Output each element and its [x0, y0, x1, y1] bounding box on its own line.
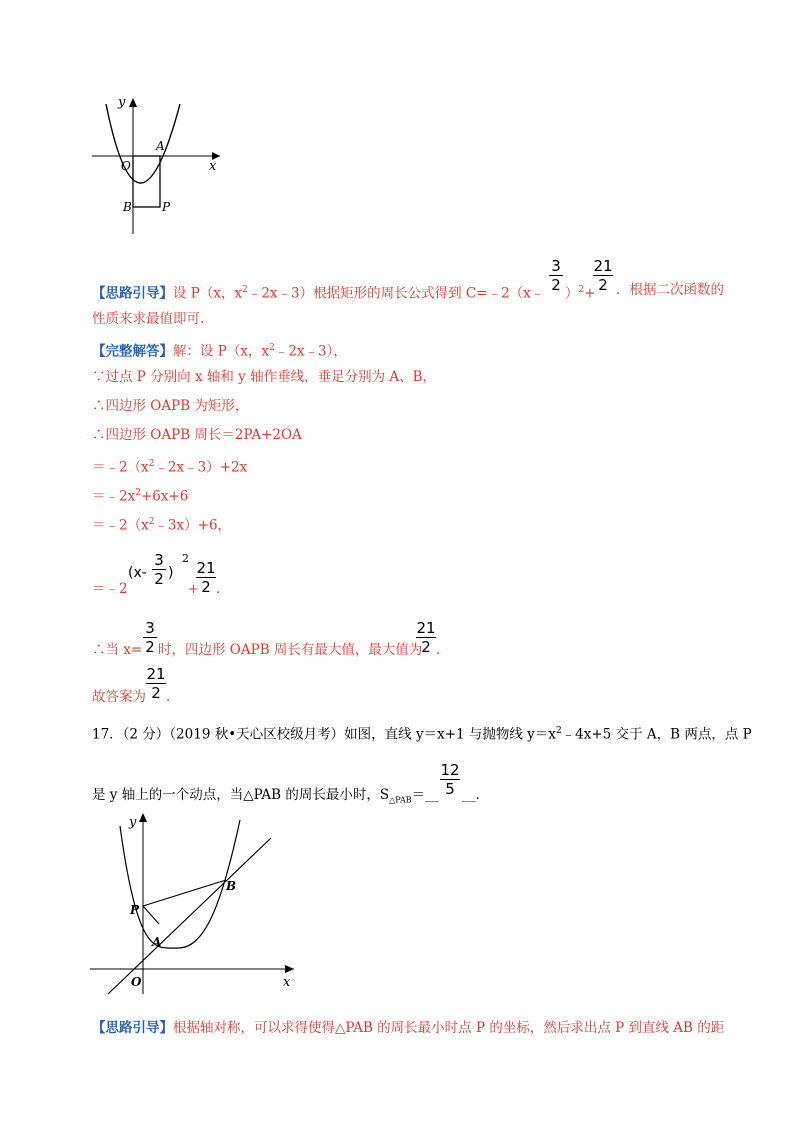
square-exponent: 2 [182, 552, 189, 565]
paren-open: (x- [128, 565, 147, 581]
question-text: ＝ [411, 787, 426, 803]
solution-text: ＝﹣2（x [92, 459, 149, 476]
y-axis-label: y [118, 95, 126, 110]
frac-den: 5 [445, 780, 455, 798]
x-axis-label: x [283, 975, 291, 990]
solution-line-7-start: ＝﹣2 [92, 581, 128, 597]
frac-num: 3 [551, 257, 561, 275]
solution-line-1: ∵过点 P 分别向 x 轴和 y 轴作垂线，垂足分别为 A、B， [92, 369, 437, 385]
solution-text: ﹣2x﹣3）+2x [154, 459, 248, 476]
hint-text-4: + [584, 285, 596, 302]
frac-den: 2 [151, 684, 161, 702]
solution-text: ＝﹣2x [92, 488, 136, 505]
solution-tag: 【完整解答】 [92, 343, 173, 360]
period: ． [436, 642, 450, 658]
superscript: 2 [578, 285, 585, 295]
hint-text-1: 设 P（x，x [173, 285, 243, 302]
superscript: 2 [269, 343, 275, 353]
solution-text: +6x+6 [140, 488, 189, 505]
parabola-rectangle-figure [88, 92, 228, 237]
question-text: 17．（2 分）（2019 秋•天心区校级月考）如图，直线 y＝x+1 与抛物线 y＝x [92, 726, 556, 743]
answer-blank-right: __． [462, 787, 489, 803]
paren-close: ) [168, 565, 174, 581]
solution-line-8-start: ∴当 x= [92, 642, 143, 658]
solution-line-3: ∴四边形 OAPB 周长＝2PA+2OA [92, 427, 302, 443]
frac-num: 21 [593, 257, 613, 275]
question-17-line-2 [92, 786, 439, 810]
frac-den: 2 [421, 638, 431, 656]
hint-2 [92, 1019, 724, 1037]
superscript: 2 [148, 517, 155, 527]
fraction-3-2-b [152, 552, 166, 587]
solution-line-5 [92, 484, 188, 506]
hint-line-1c: ．根据二次函数的 [616, 282, 724, 298]
superscript: 2 [148, 459, 155, 469]
hint-tag: 【思路引导】 [92, 1020, 173, 1036]
y-axis-label: y [129, 815, 137, 830]
superscript: 2 [242, 285, 248, 295]
solution-head [92, 339, 347, 361]
point-a-label: A [156, 139, 165, 153]
period: ． [216, 581, 230, 597]
solution-text: ﹣3x）+6， [154, 517, 232, 534]
hint-line-2: 性质来求最值即可. [92, 311, 205, 327]
solution-head-text-2: ﹣2x﹣3）， [274, 343, 347, 360]
hint-text-2: ﹣2x﹣3）根据矩形的周长公式得到 C=﹣2（x﹣ [247, 285, 545, 302]
frac-num: 3 [145, 619, 155, 637]
frac-num: 21 [196, 559, 216, 577]
question-text: 是 y 轴上的一个动点，当△PAB 的周长最小时，S [92, 787, 390, 803]
parabola-line-figure [86, 808, 306, 998]
answer-blank: __ [425, 787, 439, 803]
superscript: 2 [555, 726, 562, 736]
point-b-label: B [123, 200, 132, 214]
solution-line-8-mid: 时，四边形 OAPB 周长有最大值，最大值为 [158, 642, 423, 658]
plus-sign: + [188, 582, 199, 597]
question-text: ﹣4x+5 交于 A，B 两点，点 P [561, 726, 752, 743]
solution-text: ＝﹣2（x [92, 517, 149, 534]
fraction-3-2-c [143, 620, 157, 655]
frac-den: 2 [154, 570, 164, 588]
fraction-21-2-d [146, 666, 166, 701]
frac-num: 12 [440, 761, 460, 779]
solution-line-6 [92, 513, 231, 535]
frac-den: 2 [145, 638, 155, 656]
point-a-label: A [152, 935, 162, 949]
fraction-3-2 [549, 258, 563, 293]
frac-den: 2 [598, 276, 608, 294]
solution-head-text: 解：设 P（x，x [173, 343, 270, 360]
subscript: △PAB [389, 795, 412, 805]
answer-fraction-12-5 [440, 762, 460, 797]
hint-text-3: ） [565, 285, 579, 302]
answer-line: 故答案为 [92, 689, 146, 705]
fraction-21-2-c [416, 620, 436, 655]
point-p-label: P [162, 200, 171, 214]
frac-den: 2 [201, 578, 211, 596]
superscript: 2 [135, 488, 141, 498]
x-axis-label: x [209, 159, 217, 174]
fraction-21-2-b [196, 560, 216, 595]
hint-tag: 【思路引导】 [92, 285, 173, 302]
point-p-label: P [130, 903, 140, 917]
hint-line-1 [92, 281, 544, 303]
period: ． [166, 689, 180, 705]
frac-num: 3 [154, 551, 164, 569]
point-b-label: B [226, 879, 237, 893]
question-17-line-1 [92, 722, 752, 744]
solution-line-2: ∴四边形 OAPB 为矩形， [92, 398, 249, 414]
fraction-21-2 [593, 258, 613, 293]
hint-line-1b [565, 281, 596, 303]
frac-den: 2 [551, 276, 561, 294]
origin-label: O [121, 159, 131, 173]
frac-num: 21 [416, 619, 436, 637]
origin-label: O [131, 975, 142, 989]
solution-line-4 [92, 455, 247, 477]
hint-text: 根据轴对称，可以求得使得△PAB 的周长最小时点 P 的坐标，然后求出点 P 到直线 AB 的距 [173, 1020, 725, 1036]
frac-num: 21 [146, 665, 166, 683]
